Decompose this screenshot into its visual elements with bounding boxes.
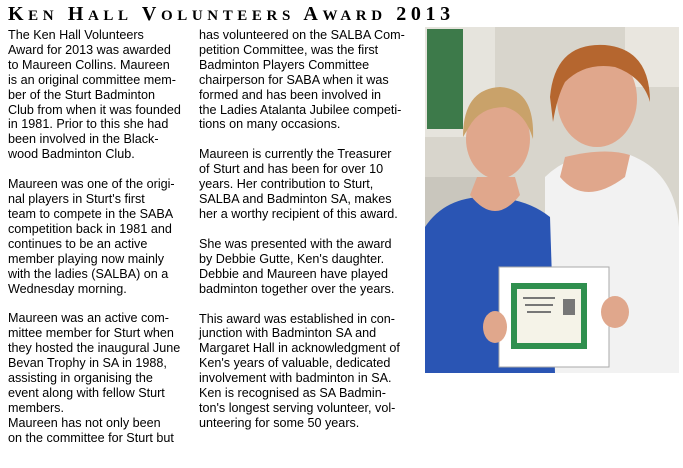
photo-board [427, 29, 463, 129]
award-photo-illustration [425, 27, 679, 373]
title-year: 2013 [396, 3, 455, 25]
paragraph: The Ken Hall Volunteers Award for 2013 was awarded to Maureen Collins. Maureen is an original committee mem- ber of the Sturt Badminton Club from when it was founded in 1981. Prior to this she had been involved in the Black- wood Badminton Club. [8, 28, 181, 162]
title-word-4: AWARD [303, 3, 387, 25]
title-word-1: KEN [8, 3, 59, 25]
article-column-left [8, 28, 193, 461]
page-title [8, 1, 608, 27]
paragraph: This award was established in con- junction with Badminton SA and Margaret Hall in acknowledgment of Ken's years of valuable, dedicated involvement with badminton in SA. Ken is recognised as SA Badmin- ton's longest serving volunteer, vol- unteering for some 50 years. [199, 311, 400, 430]
paragraph: Maureen was an active com- mittee member for Sturt when they hosted the inaugural June Bevan Trophy in SA in 1988, assisting in organising the event along with fellow Sturt members. Maureen has not only been on the committee for Sturt but [8, 311, 181, 445]
paragraph: Maureen is currently the Treasurer of Sturt and has been for over 10 years. Her contribution to Sturt, SALBA and Badminton SA, makes her a worthy recipient of this award. [199, 147, 398, 221]
title-word-2: HALL [67, 3, 133, 25]
award-photo [425, 27, 679, 373]
article-column-right [199, 28, 421, 446]
paragraph: has volunteered on the SALBA Com- petition Committee, was the first Badminton Players Committee chairperson for SABA when it was formed and has been involved in the Ladies Atalanta Jubilee competi- tions on many occasions. [199, 28, 405, 132]
paragraph: She was presented with the award by Debbie Gutte, Ken's daughter. Debbie and Maureen have played badminton together over the years. [199, 236, 395, 296]
title-word-3: VOLUNTEERS [141, 3, 295, 25]
paragraph: Maureen was one of the origi- nal players in Sturt's first team to compete in the SABA competition back in 1981 and continues to be an active member playing now mainly with the ladies (SALBA) on a Wednesday morning. [8, 177, 175, 296]
